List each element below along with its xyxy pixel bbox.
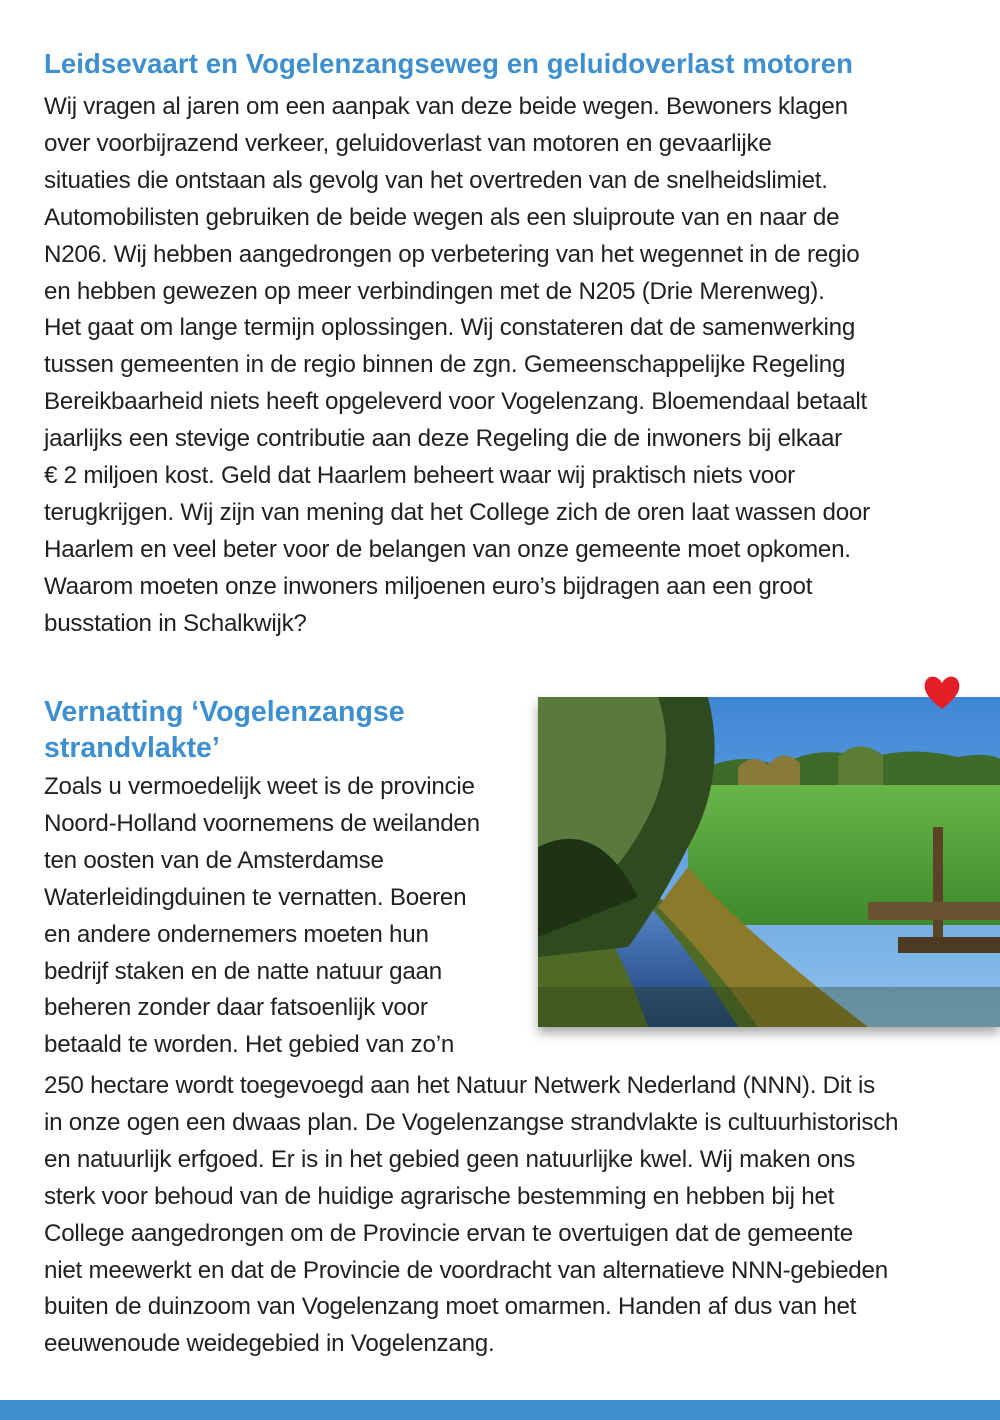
text-line: Zoals u vermoedelijk weet is de provincie xyxy=(44,773,475,800)
text-line: eeuwenoude weidegebied in Vogelenzang. xyxy=(44,1330,495,1358)
text-line: en hebben gewezen op meer verbindingen met de N205 (Drie Merenweg). xyxy=(44,277,825,305)
text-line: beheren zonder daar fatsoenlijk voor xyxy=(44,994,428,1022)
text-line: Waterleidingduinen te vernatten. Boeren xyxy=(44,883,467,911)
text-line: niet meewerkt en dat de Provincie de voordracht van alternatieve NNN-gebieden xyxy=(44,1256,888,1284)
text-line: ten oosten van de Amsterdamse xyxy=(44,846,384,874)
text-line: Haarlem en veel beter voor de belangen van onze gemeente moet opkomen. xyxy=(44,535,851,563)
section1-body xyxy=(44,89,870,643)
text-line: College aangedrongen om de Provincie ervan te overtuigen dat de gemeente xyxy=(44,1219,853,1247)
text-line: terugkrijgen. Wij zijn van mening dat het College zich de oren laat wassen door xyxy=(44,498,870,526)
text-line: busstation in Schalkwijk? xyxy=(44,609,307,637)
text-line: Het gaat om lange termijn oplossingen. Wij constateren dat de samenwerking xyxy=(44,314,856,342)
text-line: Wij vragen al jaren om een aanpak van deze beide wegen. Bewoners klagen xyxy=(44,93,848,120)
text-line: situaties die ontstaan als gevolg van het overtreden van de snelheidslimiet. xyxy=(44,166,828,194)
section2-title xyxy=(44,694,405,766)
text-line: N206. Wij hebben aangedrongen op verbetering van het wegennet in de regio xyxy=(44,240,860,268)
section1-title: Leidsevaart en Vogelenzangseweg en geluidoverlast motoren xyxy=(44,48,854,79)
text-line: buiten de duinzoom van Vogelenzang moet omarmen. Handen af dus van het xyxy=(44,1293,857,1321)
text-line: bedrijf staken en de natte natuur gaan xyxy=(44,957,442,985)
section2-body-beside-photo xyxy=(44,769,480,1064)
text-line: en andere ondernemers moeten hun xyxy=(44,920,429,948)
text-line: tussen gemeenten in de regio binnen de zgn. Gemeenschappelijke Regeling xyxy=(44,351,846,379)
text-line: jaarlijks een stevige contributie aan deze Regeling die de inwoners bij elkaar xyxy=(44,425,842,453)
text-line: betaald te worden. Het gebied van zo’n xyxy=(44,1031,455,1059)
section2-title-line1: Vernatting ‘Vogelenzangse xyxy=(44,696,405,728)
text-line: € 2 miljoen kost. Geld dat Haarlem beheert waar wij praktisch niets voor xyxy=(44,462,795,490)
text-line: Waarom moeten onze inwoners miljoenen euro’s bijdragen aan een groot xyxy=(44,572,813,600)
section2-title-line2: strandvlakte’ xyxy=(44,732,220,764)
section2-body-full-width xyxy=(44,1068,898,1363)
text-line: sterk voor behoud van de huidige agrarische bestemming en hebben bij het xyxy=(44,1182,835,1210)
text-line: Noord-Holland voornemens de weilanden xyxy=(44,809,480,837)
text-line: Bereikbaarheid niets heeft opgeleverd voor Vogelenzang. Bloemendaal betaalt xyxy=(44,388,868,416)
text-line: 250 hectare wordt toegevoegd aan het Natuur Netwerk Nederland (NNN). Dit is xyxy=(44,1072,875,1099)
text-line: en natuurlijk erfgoed. Er is in het gebied geen natuurlijke kwel. Wij maken ons xyxy=(44,1145,856,1173)
heart-icon xyxy=(921,671,963,713)
text-line: over voorbijrazend verkeer, geluidoverlast van motoren en gevaarlijke xyxy=(44,129,772,157)
landscape-photo-illustration xyxy=(538,697,1000,1027)
text-line: Automobilisten gebruiken de beide wegen als een sluiproute van en naar de xyxy=(44,203,840,231)
text-line: in onze ogen een dwaas plan. De Vogelenzangse strandvlakte is cultuurhistorisch xyxy=(44,1108,899,1136)
bottom-accent-bar xyxy=(0,1400,1000,1420)
landscape-photo xyxy=(538,697,1000,1027)
